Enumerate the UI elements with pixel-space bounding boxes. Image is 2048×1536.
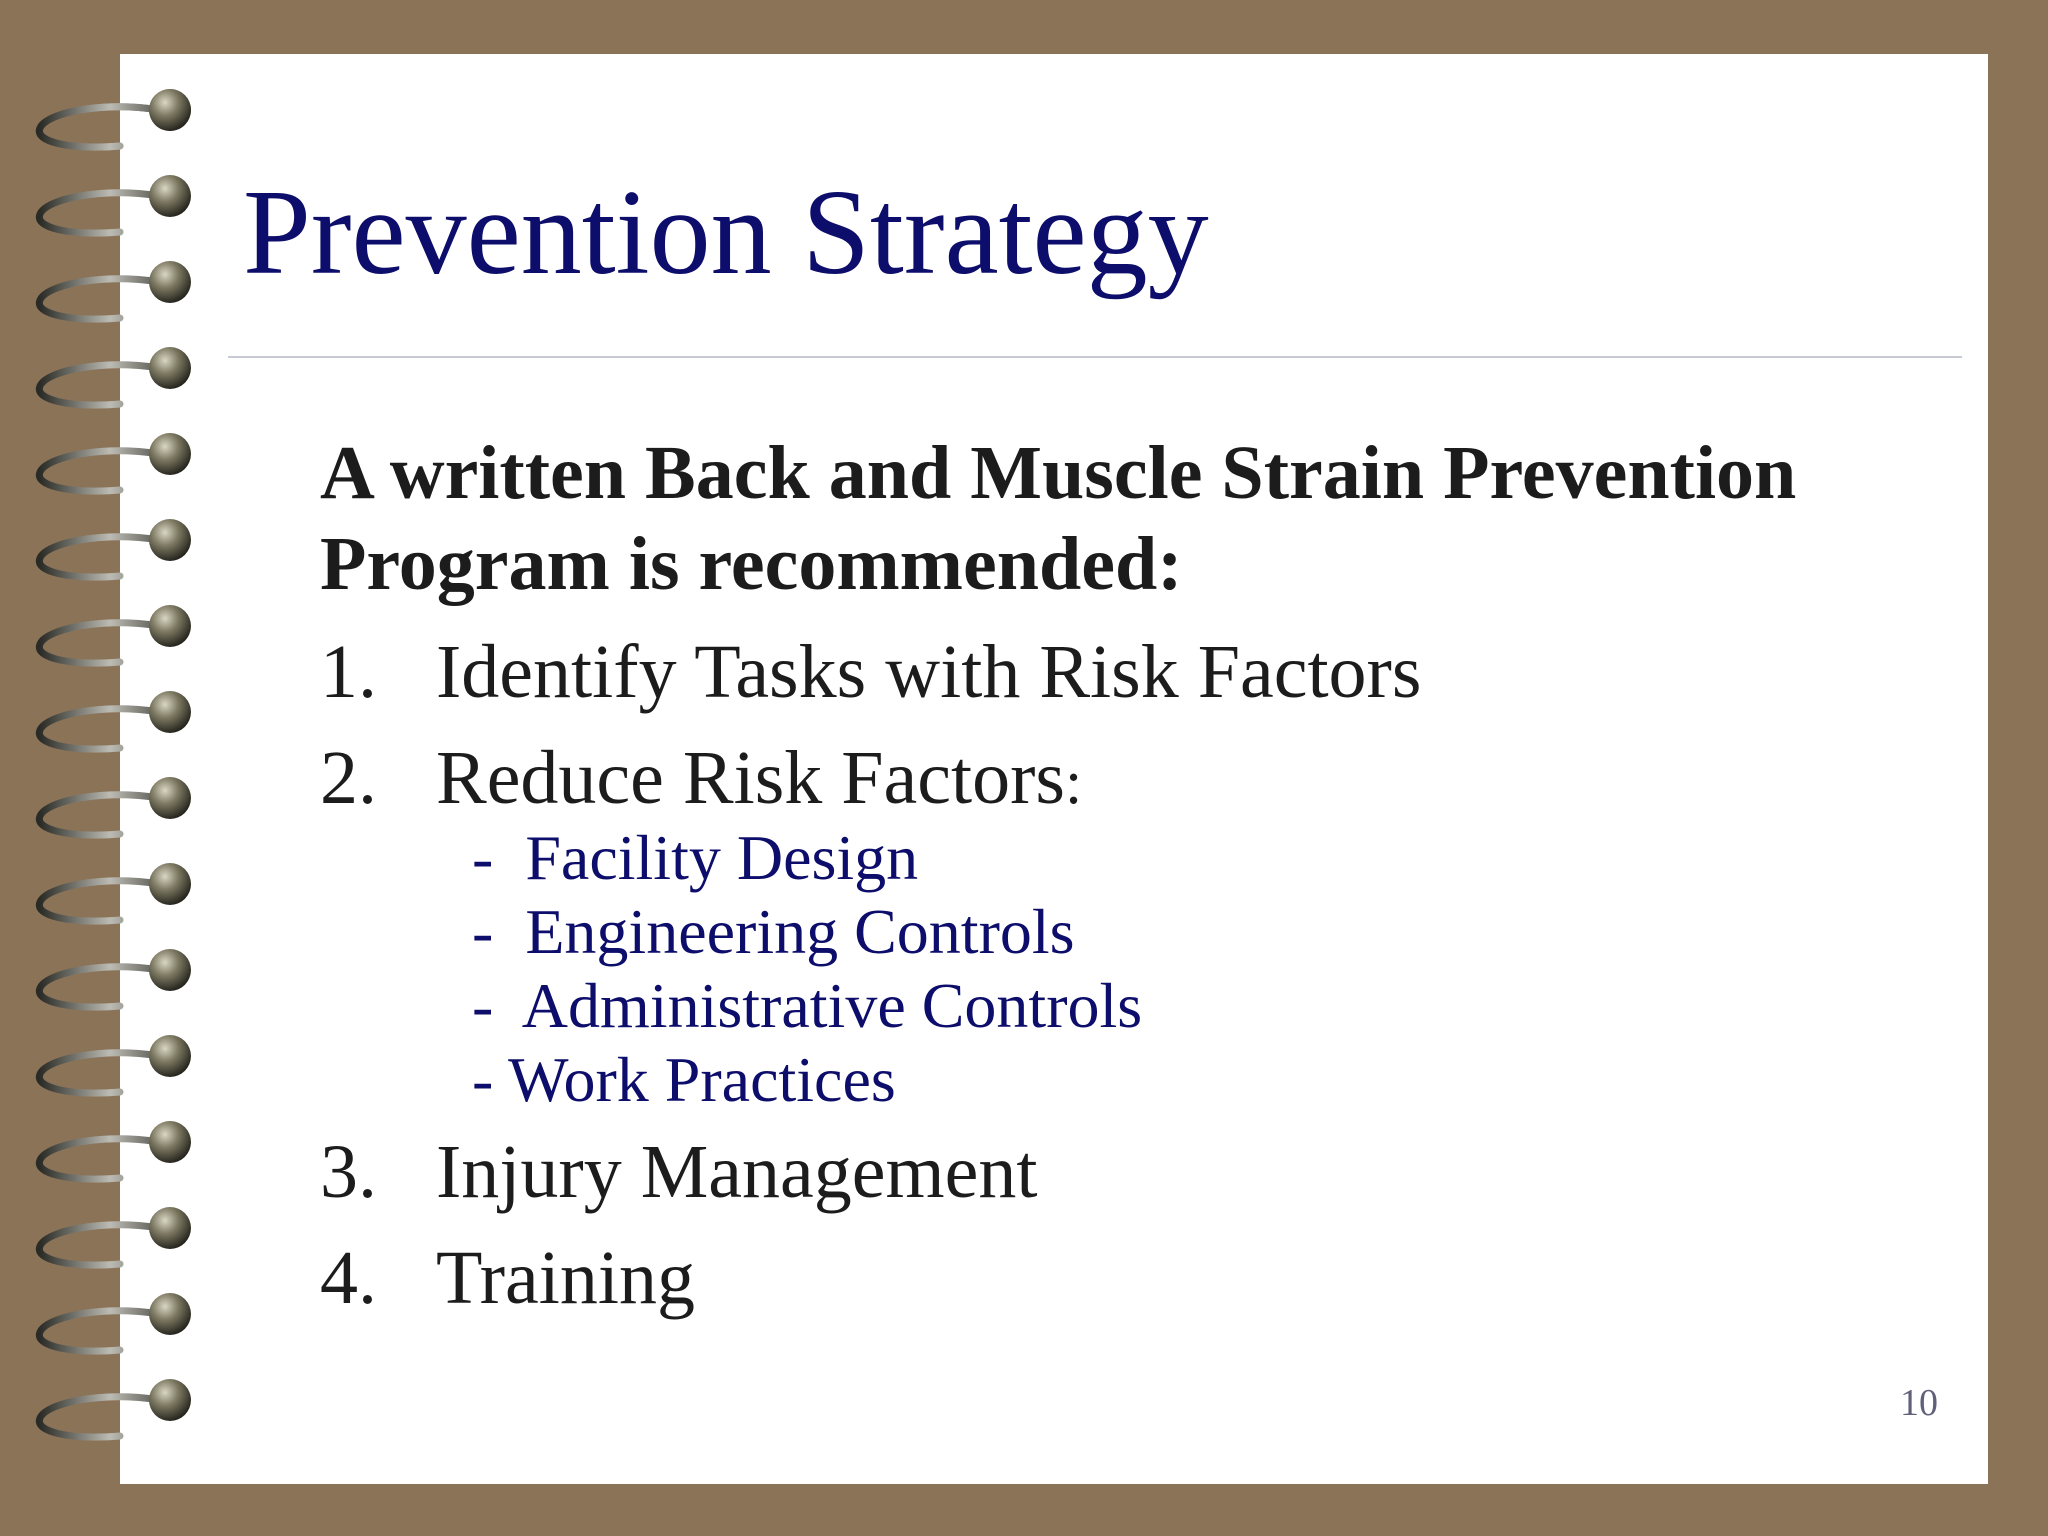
list-item-text: Reduce Risk Factors (436, 736, 1066, 820)
sub-list-dash: - (472, 970, 494, 1041)
slide-title: Prevention Strategy (243, 165, 1209, 300)
sub-list-text: Work Practices (508, 1044, 896, 1115)
list-item-text: Injury Management (436, 1130, 1038, 1214)
sub-list-item (472, 1044, 896, 1115)
list-item (320, 630, 1422, 714)
list-item-number: 2. (320, 736, 377, 820)
list-item (320, 736, 1083, 820)
page-number: 10 (1900, 1382, 1938, 1424)
sub-list-dash: - (472, 822, 494, 893)
sub-list-item (472, 822, 919, 893)
sub-list-item (472, 896, 1075, 967)
list-item-number: 3. (320, 1130, 377, 1214)
title-divider (228, 356, 1962, 358)
sub-list-text: Engineering Controls (525, 896, 1075, 967)
sub-list-text: Facility Design (525, 822, 919, 893)
list-item-text: Identify Tasks with Risk Factors (436, 630, 1422, 714)
intro-statement: A written Back and Muscle Strain Prevention Program is recommended: (320, 431, 1797, 606)
sub-list-item (472, 970, 1143, 1041)
list-item (320, 1130, 1038, 1214)
sub-list-dash: - (472, 896, 494, 967)
list-item-number: 1. (320, 630, 377, 714)
list-item-number: 4. (320, 1236, 377, 1320)
sub-list-text: Administrative Controls (521, 970, 1143, 1041)
spiral-binding-icon (0, 0, 220, 1536)
list-item-text: Training (436, 1236, 696, 1320)
list-item-suffix: : (1065, 749, 1083, 817)
list-item (320, 1236, 696, 1320)
sub-list-dash: - (472, 1044, 494, 1115)
